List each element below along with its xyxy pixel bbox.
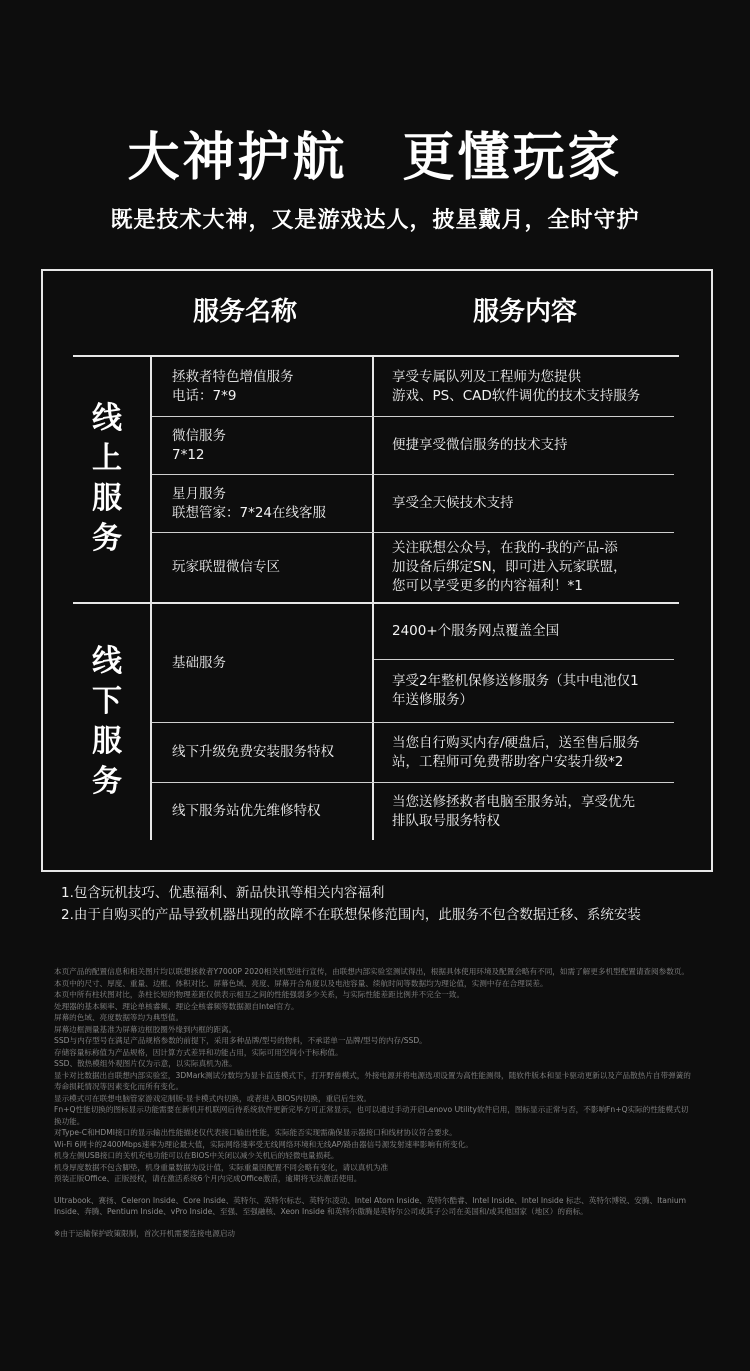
section-label-offline: 线 下 服 务: [92, 644, 122, 799]
disclaimer-line: 处理器的基本频率、理论单核睿频、理论全核睿频等数据源自Intel官方。: [54, 1001, 299, 1011]
disclaimer-line: Fn+Q性能切换的图标显示功能需要在新机开机联网后待系统软件更新完毕方可正常显示，也可以通过手动开启Lenovo Utility软件启用，图标显示正常与否，不影响Fn+Q实际的性能模式切换功能。: [54, 1105, 689, 1126]
disclaimer-line: SSD与内存型号在满足产品规格参数的前提下，采用多种品牌/型号的物料，不承诺单一品牌/型号的内存/SSD。: [54, 1036, 427, 1045]
column-divider: [372, 355, 374, 840]
footnote-2: 2.由于自购买的产品导致机器出现的故障不在联想保修范围内，此服务不包含数据迁移、系统安装: [61, 907, 641, 923]
column-header-service-name: 服务名称: [192, 297, 297, 327]
section-label-online: 线 上 服 务: [92, 400, 122, 556]
service-content-upgrade-install: 当您自行购买内存/硬盘后，送至售后服务 站，工程师可免费帮助客户安装升级*2: [392, 734, 640, 770]
service-name-basic: 基础服务: [172, 654, 226, 671]
service-name-legion-vip: 拯救者特色增值服务 电话：7*9: [172, 368, 294, 404]
disclaimer-line: 机身厚度数据不包含脚垫，机身重量数据为设计值，实际重量因配置不同会略有变化，请以真机为准: [54, 1162, 389, 1172]
service-content-player-league: 关注联想公众号，在我的-我的产品-添 加设备后绑定SN，即可进入玩家联盟， 您可以享受更多的内容福利！*1: [392, 540, 627, 594]
disclaimer-line: 存储容量标称值为产品规格，因计算方式差异和功能占用，实际可用空间小于标称值。: [54, 1047, 343, 1057]
service-content-basic-warranty: 享受2年整机保修送修服务（其中电池仅1 年送修服务）: [392, 673, 639, 708]
disclaimer-block: [54, 966, 694, 1239]
disclaimer-line: 预装正版Office、正版授权，请在激活系统6个月内完成Office激活，逾期将无法激活使用。: [54, 1174, 362, 1183]
service-content-priority-repair: 当您送修拯救者电脑至服务站，享受优先 排队取号服务特权: [392, 793, 635, 829]
page-title: 大神护航 更懂玩家: [127, 128, 623, 188]
service-name-wechat: 微信服务 7*12: [172, 427, 226, 463]
section-divider: [150, 355, 152, 840]
service-name-xingyue: 星月服务 联想管家：7*24在线客服: [172, 485, 327, 521]
service-content-wechat: 便捷享受微信服务的技术支持: [392, 437, 568, 453]
service-content-legion-vip: 享受专属队列及工程师为您提供 游戏、PS、CAD软件调优的技术支持服务: [392, 368, 641, 404]
service-name-player-league: 玩家联盟微信专区: [172, 559, 280, 575]
footnotes: [61, 882, 741, 926]
disclaimer-line: 对Type-C和HDMI接口的显示输出性能描述仅代表接口输出性能，实际能否实现需确保显示器接口和线材协议符合要求。: [54, 1128, 457, 1137]
disclaimer-line: SSD、散热模组外观图片仅为示意，以实际真机为准。: [54, 1059, 237, 1068]
service-name-priority-repair: 线下服务站优先维修特权: [172, 803, 321, 819]
disclaimer-line: 本页中所有柱状图对比，条柱长短的物理差距仅供表示相互之间的性能强弱多少关系，与实际性能差距比例并不完全一致。: [54, 990, 465, 999]
disclaimer-line: 显卡对比数据出自联想内部实验室，3DMark测试分数均为显卡直连模式下，打开野兽模式，外接电源并将电源选项设置为高性能测得，随软件版本和显卡驱动更新以及产品散热片自带弹簧的寿命损耗情况等因素变化而所有变化。: [54, 1070, 691, 1091]
disclaimer-line: Wi-Fi 6网卡的2400Mbps速率为理论最大值，实际网络速率受无线网络环境和无线AP/路由器信号源发射速率影响有所变化。: [54, 1139, 473, 1149]
disclaimer-line: 本页中的尺寸、厚度、重量、边框、体积对比、屏幕色域、亮度、屏幕开合角度以及电池容量、续航时间等数据均为理论值，实测中存在合理误差。: [54, 978, 548, 988]
shipping-notice: ※由于运输保护政策限制，首次开机需要连接电源启动: [54, 1228, 236, 1238]
disclaimer-line: 屏幕边框测量基准为屏幕边框胶圈外缘到内框的距离。: [54, 1024, 237, 1034]
disclaimer-line: 显示模式可在联想电脑管家游戏定制版-显卡模式内切换，或者进入BIOS内切换，重启后生效。: [54, 1093, 372, 1103]
footnote-1: 1.包含玩机技巧、优惠福利、新品快讯等相关内容福利: [61, 885, 385, 901]
service-content-xingyue: 享受全天候技术支持: [392, 495, 514, 511]
trademark-notice: Ultrabook、赛扬、Celeron Inside、Core Inside、英特尔、英特尔标志、英特尔凌动、Intel Atom Inside、英特尔酷睿、Intel Inside、Intel Inside 标志、英特尔博锐、安腾、Itanium Inside、奔腾、Pentium Inside、vPro Inside、至强、至强融核、Xeon Inside 和英特尔傲腾是英特尔公司或其子公司在美国和/或其他国家（地区）的商标。: [54, 1195, 687, 1216]
disclaimer-line: 机身左侧USB接口的关机充电功能可以在BIOS中关闭以减少关机后的轻微电量损耗。: [54, 1151, 339, 1160]
service-name-upgrade-install: 线下升级免费安装服务特权: [172, 744, 334, 760]
disclaimer-line: 屏幕的色域、亮度数据等均为典型值。: [54, 1013, 184, 1022]
service-content-basic-network: 2400+个服务网点覆盖全国: [392, 623, 560, 639]
page-subtitle: 既是技术大神，又是游戏达人，披星戴月，全时守护: [110, 208, 640, 233]
disclaimer-line: 本页产品的配置信息和相关图片均以联想拯救者Y7000P 2020相关机型进行宣传，由联想内部实验室测试得出，根据具体使用环境及配置会略有不同，如需了解更多机型配置请查阅参数页。: [54, 967, 689, 976]
column-header-service-content: 服务内容: [472, 297, 577, 327]
